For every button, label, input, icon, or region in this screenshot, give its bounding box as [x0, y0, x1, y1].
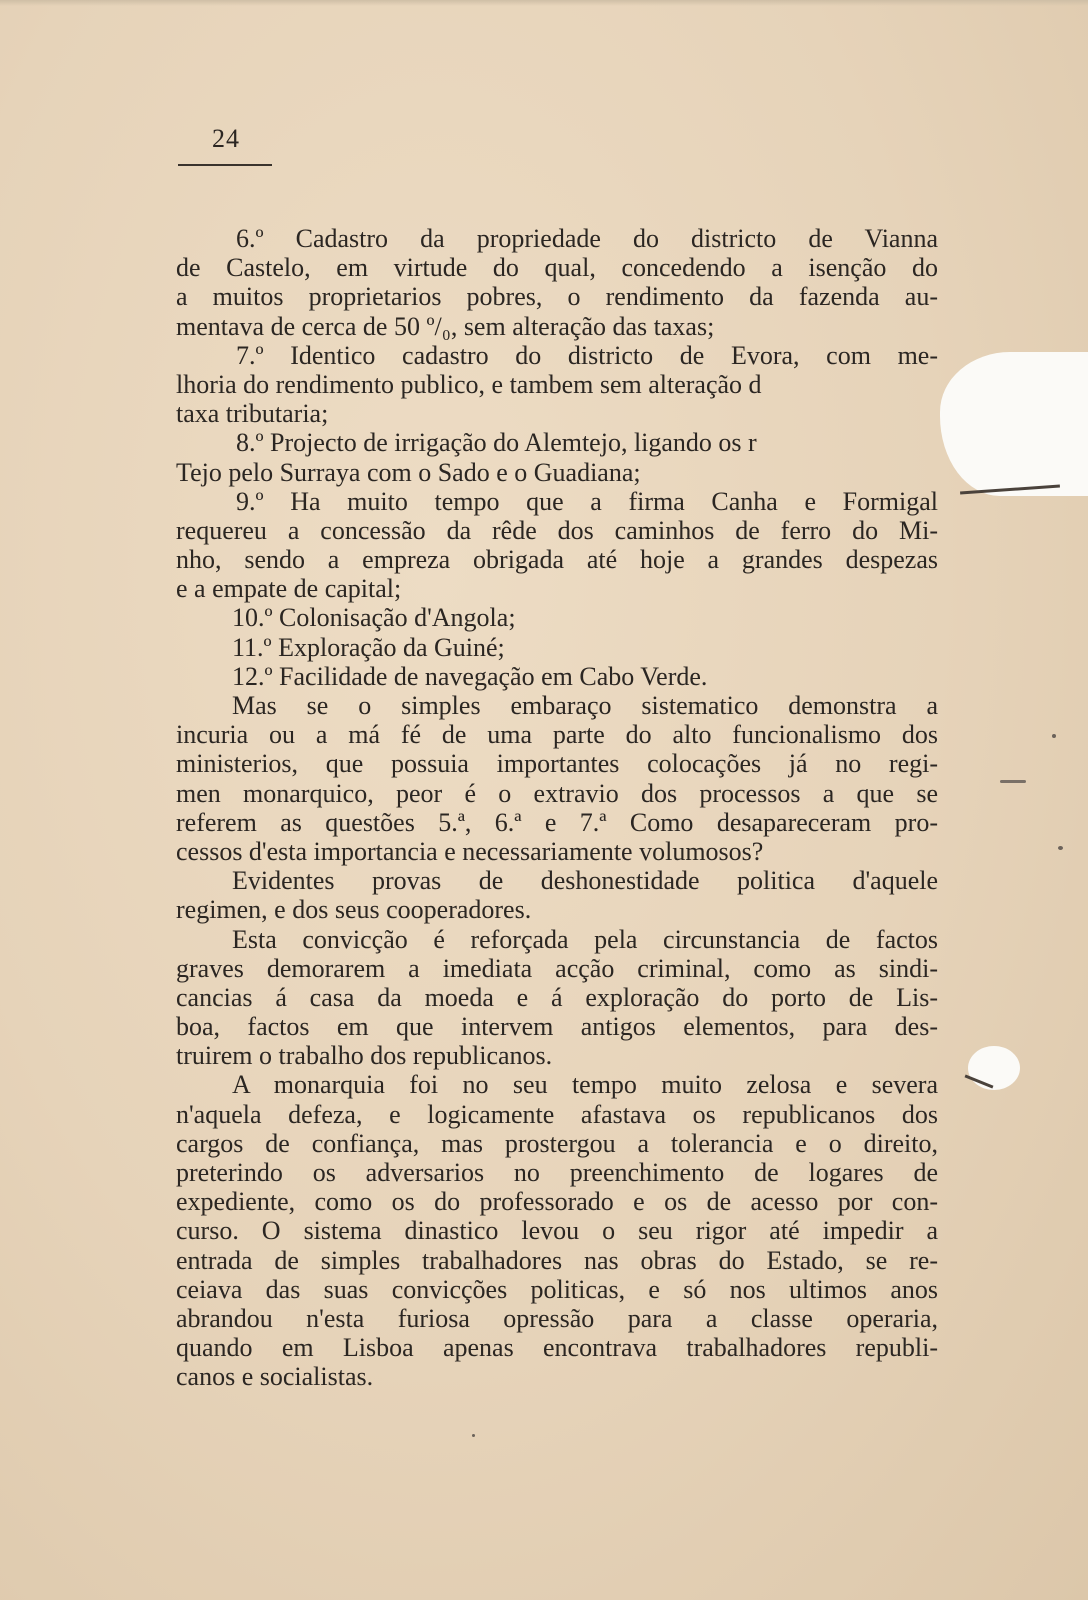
text-line: a muitos proprietarios pobres, o rendimento da fazenda au- [176, 282, 938, 312]
text-line: 7.º Identico cadastro do districto de Evora, com me- [236, 340, 938, 370]
text-line: incuria ou a má fé de uma parte do alto funcionalismo dos [176, 720, 938, 750]
text-line: mentava de cerca de 50 º/₀, sem alteração das taxas; [176, 311, 715, 341]
paper-hole [968, 1046, 1020, 1090]
text-line: preterindo os adversarios no preenchimento de logares de [176, 1158, 938, 1187]
text-line: boa, factos em que intervem antigos elementos, para des- [176, 1012, 938, 1042]
text-line: 8.º Projecto de irrigação do Alemtejo, ligando os r [236, 428, 757, 458]
text-line: canos e socialistas. [176, 1362, 374, 1392]
text-line: lhoria do rendimento publico, e tambem sem alteração d [176, 369, 762, 399]
page-number: 24 [212, 124, 240, 153]
text-line: n'aquela defeza, e logicamente afastava os republicanos dos [176, 1099, 938, 1129]
paper-speck [1000, 780, 1026, 783]
text-line: men monarquico, peor é o extravio dos processos a que se [176, 778, 938, 808]
text-line: 10.º Colonisação d'Angola; [232, 603, 516, 633]
body-text [176, 224, 938, 1392]
text-line: quando em Lisboa apenas encontrava trabalhadores republi- [176, 1333, 938, 1363]
text-line: ministerios, que possuia importantes colocações já no regi- [176, 749, 938, 779]
text-line: cessos d'esta importancia e necessariamente volumosos? [176, 836, 764, 866]
text-line: ceiava das suas convicções politicas, e só nos ultimos anos [176, 1274, 938, 1304]
text-line: cancias á casa da moeda e á exploração do porto de Lis- [176, 982, 938, 1012]
text-line: Tejo pelo Surraya com o Sado e o Guadiana; [176, 457, 641, 487]
text-line: Mas se o simples embaraço sistematico demonstra a [232, 691, 938, 720]
text-line: taxa tributaria; [176, 399, 329, 429]
text-line: de Castelo, em virtude do qual, concedendo a isenção do [176, 253, 938, 283]
text-line: 6.º Cadastro da propriedade do districto de Vianna [236, 224, 938, 253]
text-line: referem as questões 5.ª, 6.ª e 7.ª Como desapareceram pro- [176, 807, 938, 837]
text-line: 12.º Facilidade de navegação em Cabo Verde. [232, 661, 708, 691]
text-line: 9.º Ha muito tempo que a firma Canha e Formigal [236, 486, 938, 516]
text-line: cargos de confiança, mas prostergou a tolerancia e o direito, [176, 1128, 938, 1158]
paper-speck [472, 1434, 475, 1437]
page-number-rule [178, 164, 272, 166]
text-line: nho, sendo a empreza obrigada até hoje a grandes despezas [176, 545, 938, 575]
text-line: expediente, como os do professorado e os de acesso por con- [176, 1187, 938, 1217]
text-line: abrandou n'esta furiosa opressão para a classe operaria, [176, 1303, 938, 1333]
text-line: regimen, e dos seus cooperadores. [176, 895, 532, 925]
text-line: A monarquia foi no seu tempo muito zelosa e severa [232, 1070, 938, 1100]
torn-paper-patch [940, 352, 1088, 496]
text-line: 11.º Exploração da Guiné; [232, 632, 505, 662]
paper-speck [1052, 734, 1056, 738]
text-line: Evidentes provas de deshonestidade politica d'aquele [232, 866, 938, 896]
text-line: Esta convicção é reforçada pela circunstancia de factos [232, 924, 938, 954]
page-top-shadow [0, 0, 1088, 6]
text-line: curso. O sistema dinastico levou o seu rigor até impedir a [176, 1216, 938, 1246]
text-line: graves demorarem a imediata acção criminal, como as sindi- [176, 953, 938, 983]
text-line: entrada de simples trabalhadores nas obras do Estado, se re- [176, 1245, 938, 1275]
paper-speck [1058, 846, 1063, 850]
text-line: truirem o trabalho dos republicanos. [176, 1041, 553, 1071]
text-line: requereu a concessão da rêde dos caminhos de ferro do Mi- [176, 515, 938, 545]
text-line: e a empate de capital; [176, 574, 402, 604]
